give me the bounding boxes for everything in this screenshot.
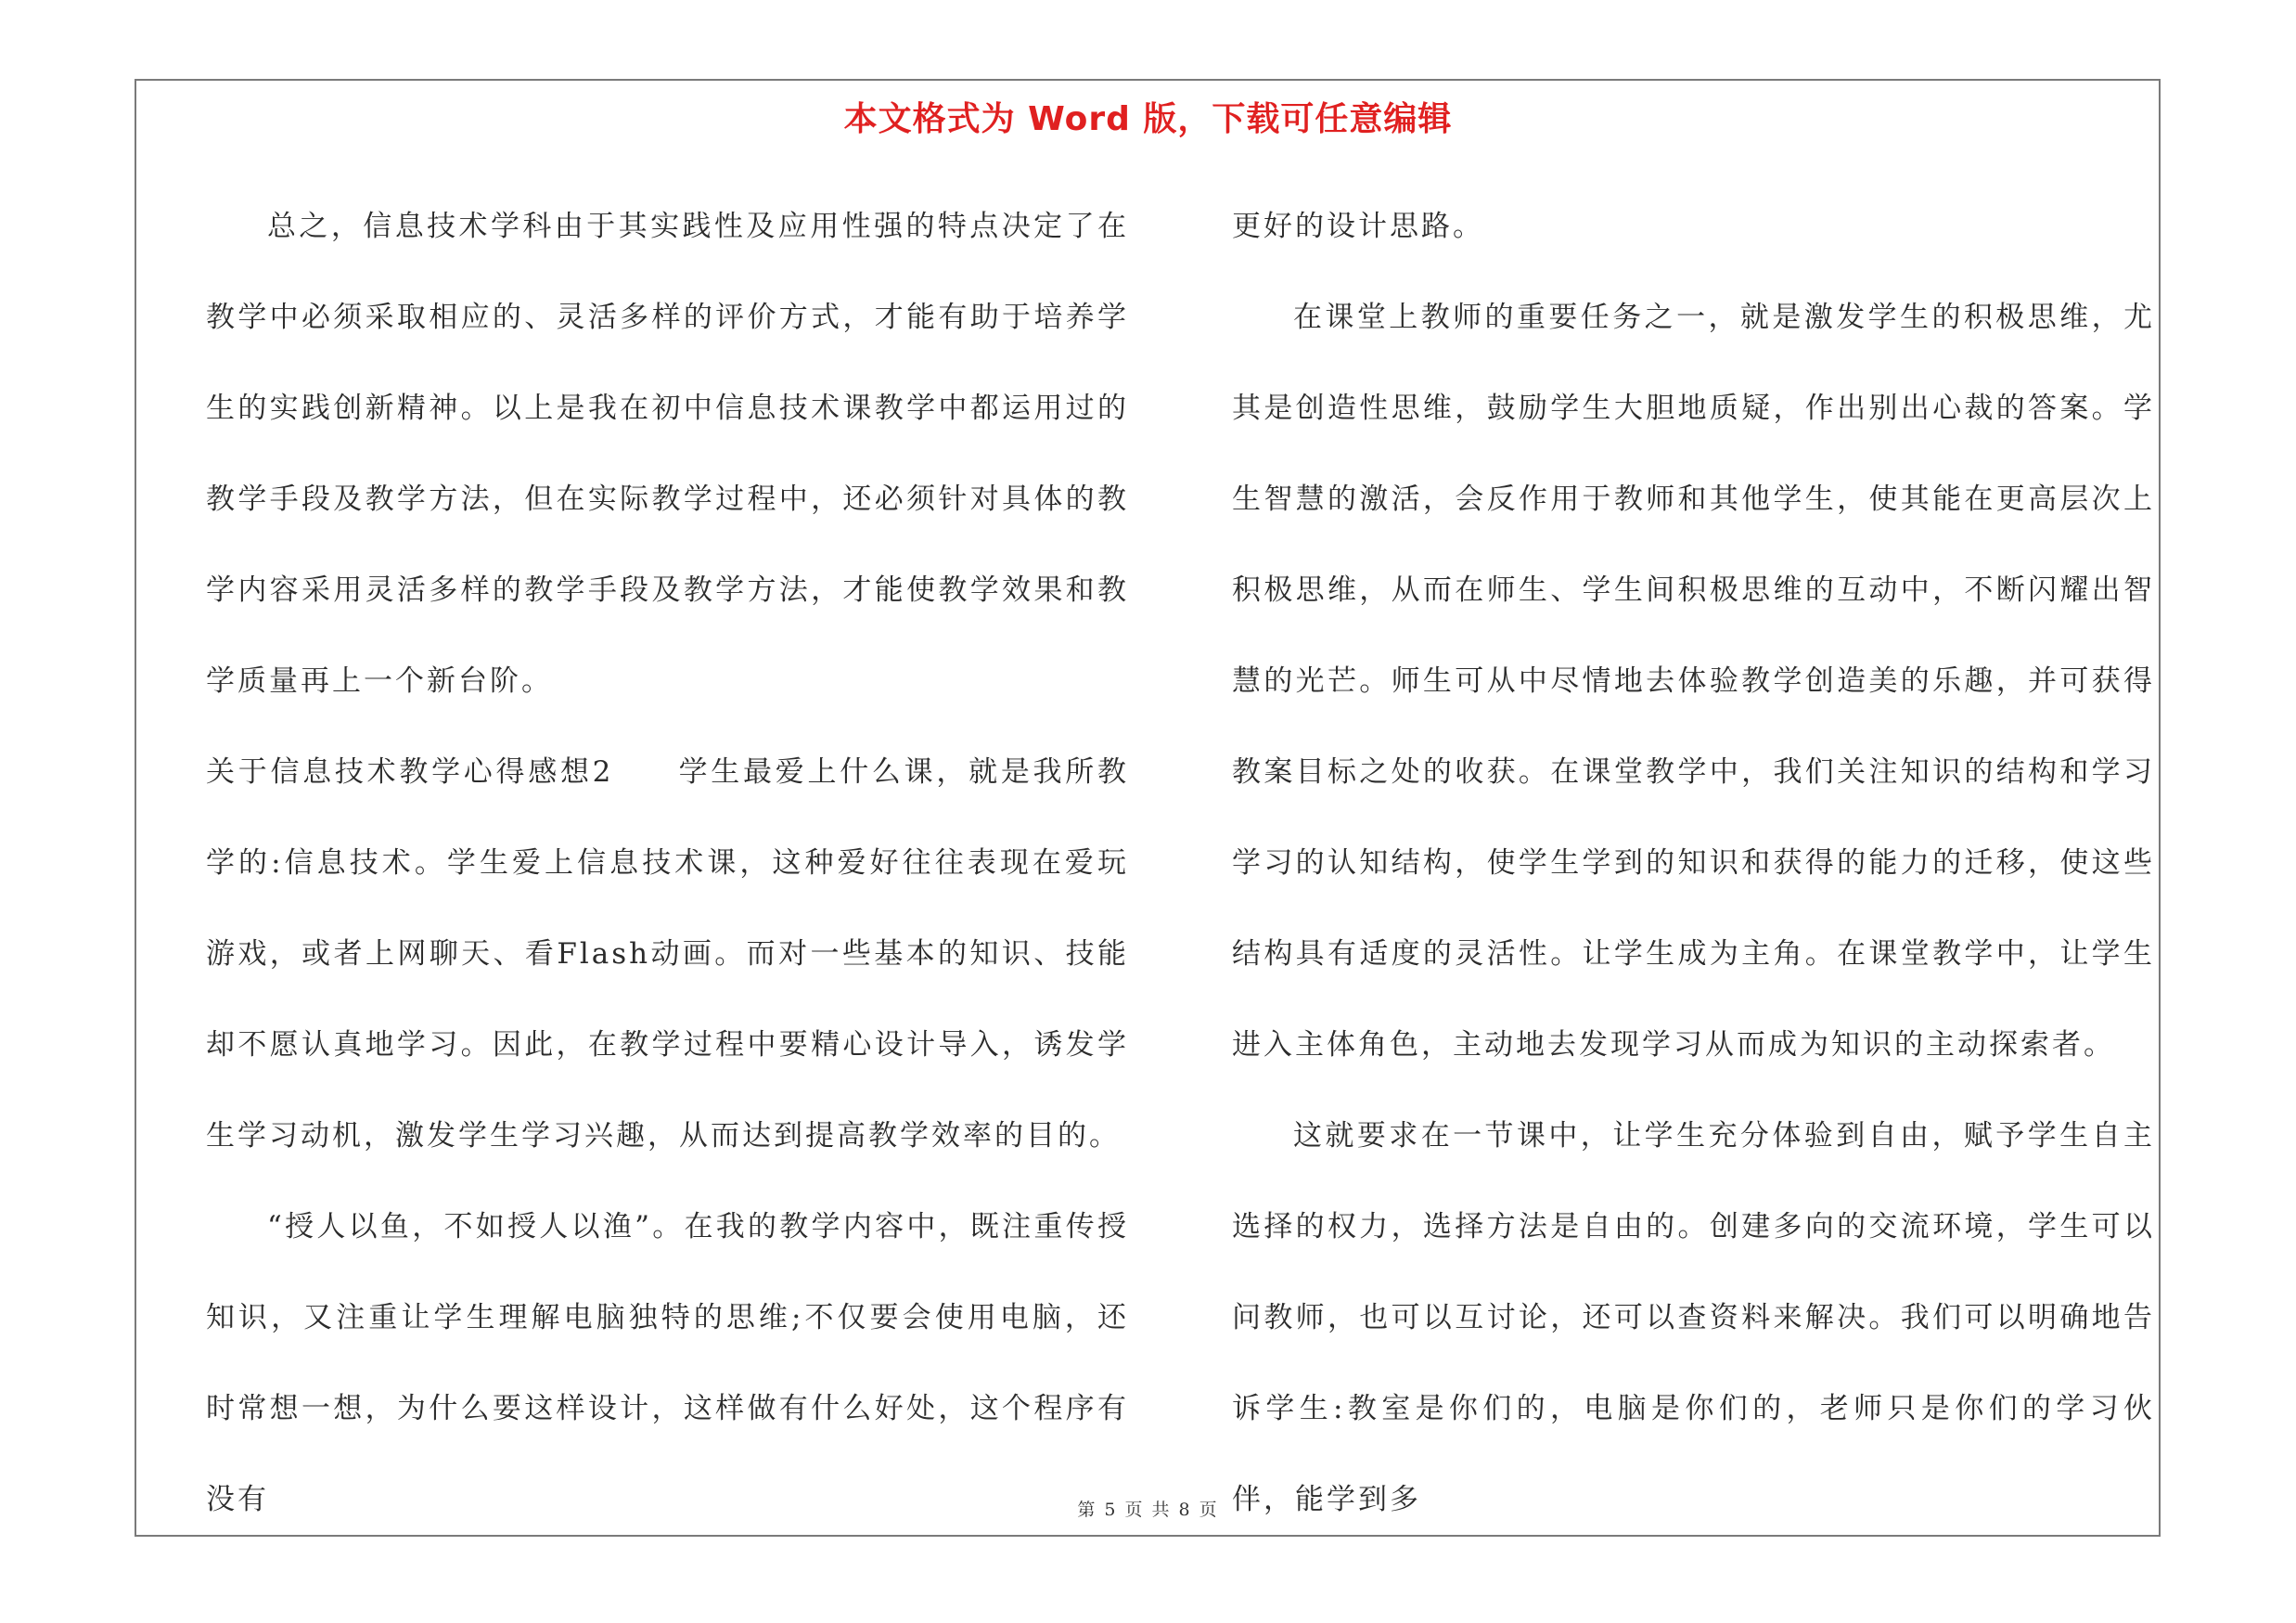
left-column	[206, 181, 1129, 1545]
paragraph: 更好的设计思路。	[1232, 210, 1484, 243]
header-banner: 本文格式为 Word 版，下载可任意编辑	[843, 100, 1453, 138]
paragraph: 总之，信息技术学科由于其实践性及应用性强的特点决定了在教学中必须采取相应的、灵活多样的评价方式，才能有助于培养学生的实践创新精神。以上是我在初中信息技术课教学中都运用过的教学手段及教学方法，但在实际教学过程中，还必须针对具体的教学内容采用灵活多样的教学手段及教学方法，才能使教学效果和教学质量再上一个新台阶。	[206, 210, 1129, 698]
paragraph: 这就要求在一节课中，让学生充分体验到自由，赋予学生自主选择的权力，选择方法是自由的。创建多向的交流环境，学生可以问教师，也可以互讨论，还可以查资料来解决。我们可以明确地告诉学生:教室是你们的，电脑是你们的，老师只是你们的学习伙伴，能学到多	[1232, 1119, 2155, 1516]
paragraph: “授人以鱼，不如授人以渔”。在我的教学内容中，既注重传授知识，又注重让学生理解电脑独特的思维;不仅要会使用电脑，还时常想一想，为什么要这样设计，这样做有什么好处，这个程序有没有	[206, 1210, 1129, 1516]
page-number: 第 5 页 共 8 页	[1077, 1500, 1219, 1520]
paragraph: 在课堂上教师的重要任务之一，就是激发学生的积极思维，尤其是创造性思维，鼓励学生大胆地质疑，作出别出心裁的答案。学生智慧的激活，会反作用于教师和其他学生，使其能在更高层次上积极思维，从而在师生、学生间积极思维的互动中，不断闪耀出智慧的光芒。师生可从中尽情地去体验教学创造美的乐趣，并可获得教案目标之处的收获。在课堂教学中，我们关注知识的结构和学习学习的认知结构，使学生学到的知识和获得的能力的迁移，使这些结构具有适度的灵活性。让学生成为主角。在课堂教学中，让学生进入主体角色，主动地去发现学习从而成为知识的主动探索者。	[1232, 301, 2155, 1062]
paragraph-section-heading: 关于信息技术教学心得感想2 学生最爱上什么课，就是我所教学的:信息技术。学生爱上信息技术课，这种爱好往往表现在爱玩游戏，或者上网聊天、看Flash动画。而对一些基本的知识、技能却不愿认真地学习。因此，在教学过程中要精心设计导入，诱发学生学习动机，激发学生学习兴趣，从而达到提高教学效率的目的。	[206, 755, 1129, 1153]
right-column	[1232, 181, 2155, 1545]
